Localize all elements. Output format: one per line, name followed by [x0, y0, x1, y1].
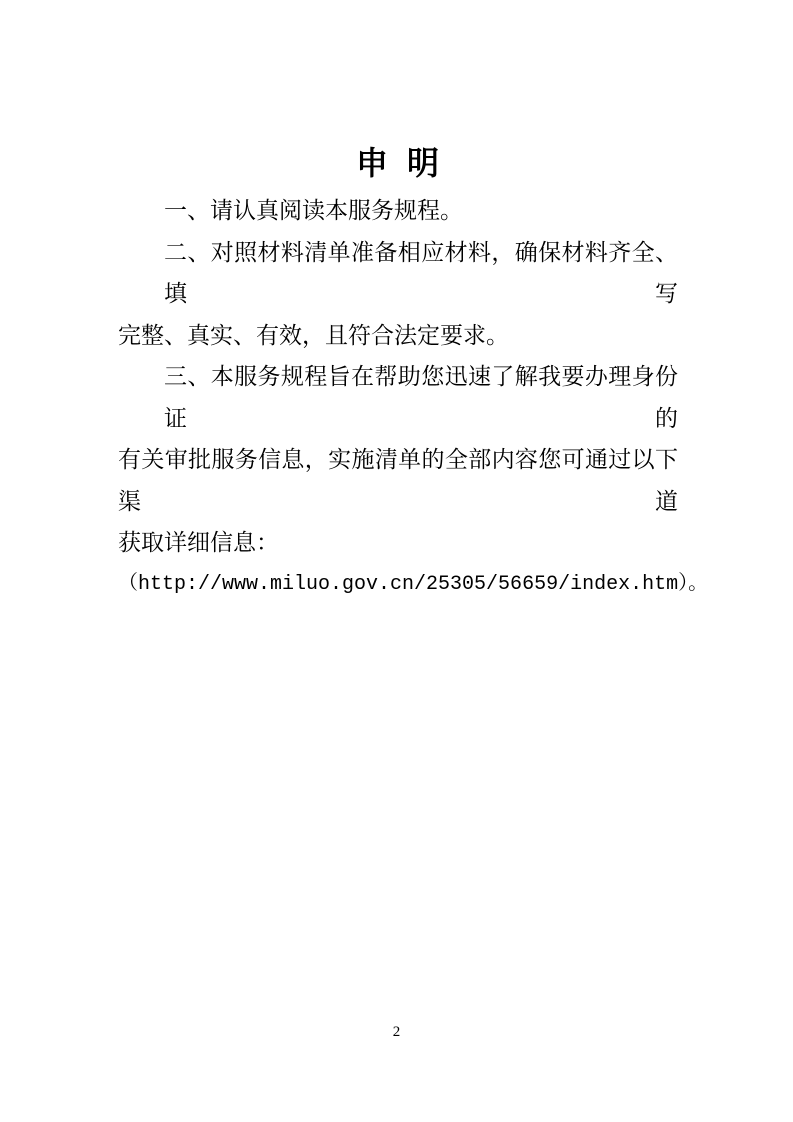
- paragraph-1-line-1: 一、请认真阅读本服务规程。: [164, 198, 463, 223]
- paragraph-2-line-1: 二、对照材料清单准备相应材料，确保材料齐全、填写: [164, 239, 678, 306]
- paragraph-3-line-2: 有关审批服务信息，实施清单的全部内容您可通过以下渠道: [118, 447, 678, 514]
- paragraph-3-line-1: 三、本服务规程旨在帮助您迅速了解我要办理身份证的: [164, 364, 678, 431]
- text-block: [118, 138, 709, 605]
- paragraph-2-line-2: 完整、真实、有效，且符合法定要求。: [118, 322, 509, 348]
- page-number: 2: [392, 1024, 401, 1040]
- document-title: 申 明: [355, 145, 440, 181]
- service-info-url: （http://www.miluo.gov.cn/25305/56659/index.htm）。: [118, 572, 709, 596]
- paragraph-3-line-3: 获取详细信息：: [118, 530, 279, 555]
